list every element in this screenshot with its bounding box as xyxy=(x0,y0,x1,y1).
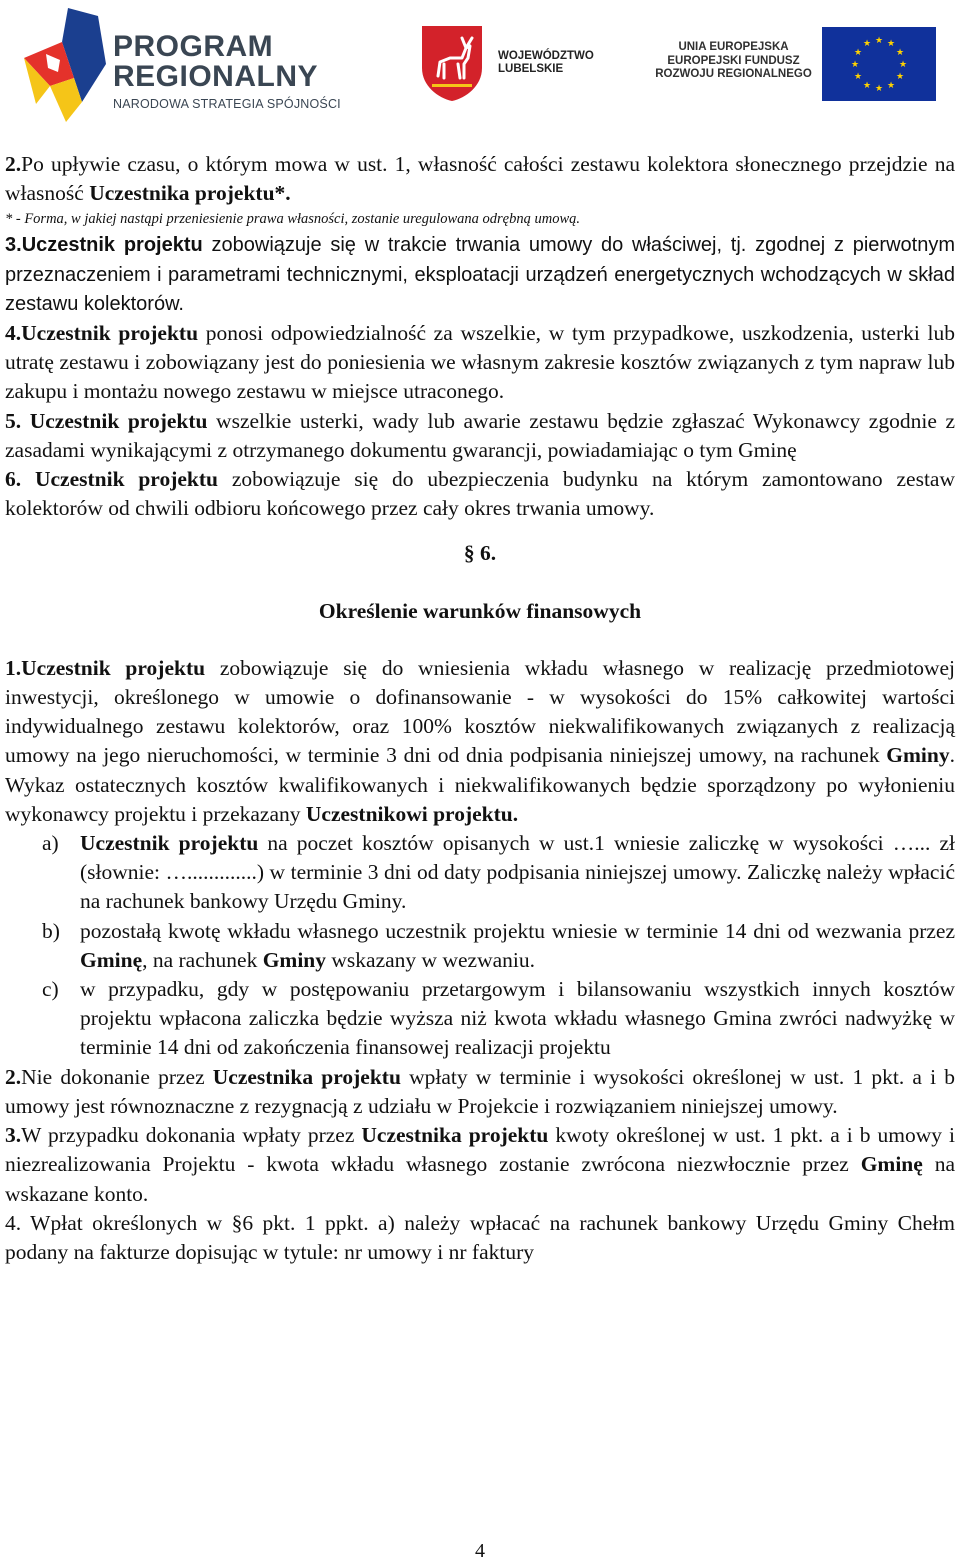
voivodeship-logo-text xyxy=(498,50,594,76)
s6-point-4: 4. Wpłat określonych w §6 pkt. 1 ppkt. a) należy wpłacać na rachunek bankowy Urzędu Gminy Chełm podany na fakturze dopisując w tytule: nr umowy i nr faktury xyxy=(5,1210,955,1264)
item-a-label: a) xyxy=(42,831,59,856)
item-c-text: w przypadku, gdy w postępowaniu przetargowym i bilansowaniu wszystkich innych kosztów projektu wpłacona zaliczka będzie wyższa niż kwota wkładu własnego Gmina zwróci nadwyżkę w terminie 14 dni od zakończenia finansowej realizacji projektu xyxy=(80,977,955,1060)
s5-p3-bold: Uczestnik projektu xyxy=(21,234,203,257)
lubelskie-crest-icon xyxy=(420,24,484,102)
s6-point-3 xyxy=(5,1121,955,1209)
section-sign: § 6. xyxy=(463,541,497,566)
s6-p2-bold: Uczestnika projektu xyxy=(212,1064,401,1089)
s5-p4-bold: Uczestnik projektu xyxy=(21,321,199,346)
s5-p5-bold: Uczestnik projektu xyxy=(21,408,208,433)
item-b-text xyxy=(80,917,955,975)
item-b-body-b: , na rachunek xyxy=(142,947,263,972)
item-b-body-c: wskazany w wezwaniu. xyxy=(326,947,535,972)
s6-p1-num: 1. xyxy=(5,655,22,680)
s6-p3-bold-b: Gminę xyxy=(860,1152,923,1177)
s5-point-2 xyxy=(5,150,955,208)
s6-point-2 xyxy=(5,1063,955,1121)
s5-point-6 xyxy=(5,465,955,523)
s6-p3-text-b: kwoty określonej w ust. 1 pkt. a i b umowy i niezrealizowania Projektu - kwota wkładu własnego zostanie zwrócona niezwłocznie przez xyxy=(5,1123,955,1177)
s6-p1-bold-c: Uczestnikowi projektu. xyxy=(305,801,519,826)
svg-text:★: ★ xyxy=(850,60,860,70)
s6-p3-bold: Uczestnika projektu xyxy=(361,1123,549,1148)
svg-text:★: ★ xyxy=(862,81,872,91)
program-line1: PROGRAM xyxy=(113,30,274,63)
s5-p3-text: zobowiązuje się w trakcie trwania umowy do właściwej, tj. zgodnej z pierwotnym przeznaczeniem i parametrami technicznymi, eksploatacji urządzeń energetycznych wchodzących w skład zestawu kolektorów. xyxy=(5,234,955,315)
item-b-label: b) xyxy=(42,918,60,943)
s6-point-1 xyxy=(5,654,955,829)
s5-p3-num: 3. xyxy=(5,234,22,257)
document-body xyxy=(5,150,955,1267)
item-b-body-a: pozostałą kwotę wkładu własnego uczestnik projektu wniesie w terminie 14 dni od wezwania przez xyxy=(80,918,955,943)
program-regionalny-logo-text xyxy=(113,32,341,114)
header-logos xyxy=(0,0,960,130)
s6-item-a xyxy=(5,829,955,917)
s6-p3-text-c: na wskazane konto. xyxy=(5,1152,955,1206)
item-c-label: c) xyxy=(42,977,59,1002)
eu-line2: EUROPEJSKI FUNDUSZ xyxy=(667,54,800,67)
eu-fund-logo-text xyxy=(651,41,816,82)
svg-text:★: ★ xyxy=(862,39,872,49)
s6-p3-num: 3. xyxy=(5,1123,22,1148)
s5-p4-num: 4. xyxy=(5,321,22,346)
voivodeship-line1: WOJEWÓDZTWO xyxy=(498,50,594,62)
s6-p1-bold-b: Gminy xyxy=(886,743,950,768)
s6-p1-text-a: zobowiązuje się do wniesienia wkładu własnego w realizację przedmiotowej inwestycji, określonego w umowie o dofinansowanie - w wysokości do 15% całkowitej wartości indywidualnego zestawu kolektorów, oraz 100% kosztów niekwalifikowanych związanych z realizacją umowy na jego nieruchomości, w terminie 3 dni od dnia podpisania niniejszej umowy, na rachunek xyxy=(5,655,955,768)
s5-p5-text: wszelkie usterki, wady lub awarie zestawu będzie zgłaszać Wykonawcy zgodnie z zasadami wynikającymi z otrzymanego dokumentu gwarancji, powiadamiając o tym Gminę xyxy=(5,408,955,462)
s5-p2-num: 2. xyxy=(5,152,22,176)
svg-text:★: ★ xyxy=(898,60,908,70)
voivodeship-line2: LUBELSKIE xyxy=(498,63,564,75)
svg-text:★: ★ xyxy=(886,39,896,49)
s5-p6-num: 6. xyxy=(5,467,22,492)
s5-p5-num: 5. xyxy=(5,408,22,433)
s6-p2-text-b: wpłaty w terminie i wysokości określonej w ust. 1 pkt. a i b umowy jest równoznaczne z rezygnacją z udziału w Projekcie i rozwiązaniem niniejszej umowy. xyxy=(5,1064,955,1118)
s5-p4-text: ponosi odpowiedzialność za wszelkie, w tym przypadkowe, uszkodzenia, usterki lub utratę zestawu i zobowiązany jest do poniesienia we własnym zakresie kosztów związanych z tym napraw lub zakupu i montażu nowego zestawu w miejsce utraconego. xyxy=(5,321,955,404)
item-b-bold-a: Gminę xyxy=(80,947,143,972)
item-a-body: na poczet kosztów opisanych w ust.1 wniesie zaliczkę w wysokości …... zł (słownie: ….............) w terminie 3 dni od daty podpisania niniejszej umowy. Zaliczkę należy wpłacić na rachunek bankowy Urzędu Gminy. xyxy=(80,831,955,914)
s5-p2-bold: Uczestnika projektu*. xyxy=(89,181,291,206)
section-heading: Określenie warunków finansowych xyxy=(318,598,642,623)
s6-item-b xyxy=(5,917,955,975)
svg-text:★: ★ xyxy=(895,48,905,58)
eu-line1: UNIA EUROPEJSKA xyxy=(678,41,789,53)
s5-point-3 xyxy=(5,231,955,319)
svg-text:★: ★ xyxy=(895,72,905,82)
svg-text:★: ★ xyxy=(853,48,863,58)
page-number: 4 xyxy=(475,1540,485,1562)
svg-text:★: ★ xyxy=(886,81,896,91)
program-regionalny-star-icon xyxy=(16,6,114,124)
program-line2: REGIONALNY xyxy=(113,60,319,93)
s5-point-5 xyxy=(5,407,955,465)
footnote: * - Forma, w jakiej nastąpi przeniesienie prawa własności, zostanie uregulowana odrębną umową. xyxy=(5,211,581,228)
svg-text:★: ★ xyxy=(874,36,884,46)
s6-item-c xyxy=(5,975,955,1063)
program-line3: NARODOWA STRATEGIA SPÓJNOŚCI xyxy=(113,97,341,111)
s6-p2-text-a: Nie dokonanie przez xyxy=(21,1064,213,1089)
s6-p1-text-b: . Wykaz ostatecznych kosztów kwalifikowanych i niekwalifikowanych będzie sporządzony po wyłonieniu wykonawcy projektu i przekazany xyxy=(5,743,955,826)
s6-p3-text-a: W przypadku dokonania wpłaty przez xyxy=(21,1123,362,1148)
item-a-bold: Uczestnik projektu xyxy=(80,831,259,856)
s5-p6-text: zobowiązuje się do ubezpieczenia budynku na którym zamontowano zestaw kolektorów od chwili odbioru końcowego przez cały okres trwania umowy. xyxy=(5,467,955,521)
s6-p2-num: 2. xyxy=(5,1064,22,1089)
svg-text:★: ★ xyxy=(853,72,863,82)
s5-p6-bold: Uczestnik projektu xyxy=(21,467,218,492)
s5-point-4 xyxy=(5,319,955,407)
item-b-bold-b: Gminy xyxy=(262,947,327,972)
s6-p1-bold: Uczestnik projektu xyxy=(21,655,206,680)
svg-text:★: ★ xyxy=(874,84,884,94)
eu-flag-icon xyxy=(822,27,936,101)
s5-p2-text: Po upływie czasu, o którym mowa w ust. 1, własność całości zestawu kolektora słonecznego przejdzie na własność xyxy=(5,152,955,206)
eu-line3: ROZWOJU REGIONALNEGO xyxy=(655,68,812,80)
item-a-text xyxy=(80,829,955,917)
